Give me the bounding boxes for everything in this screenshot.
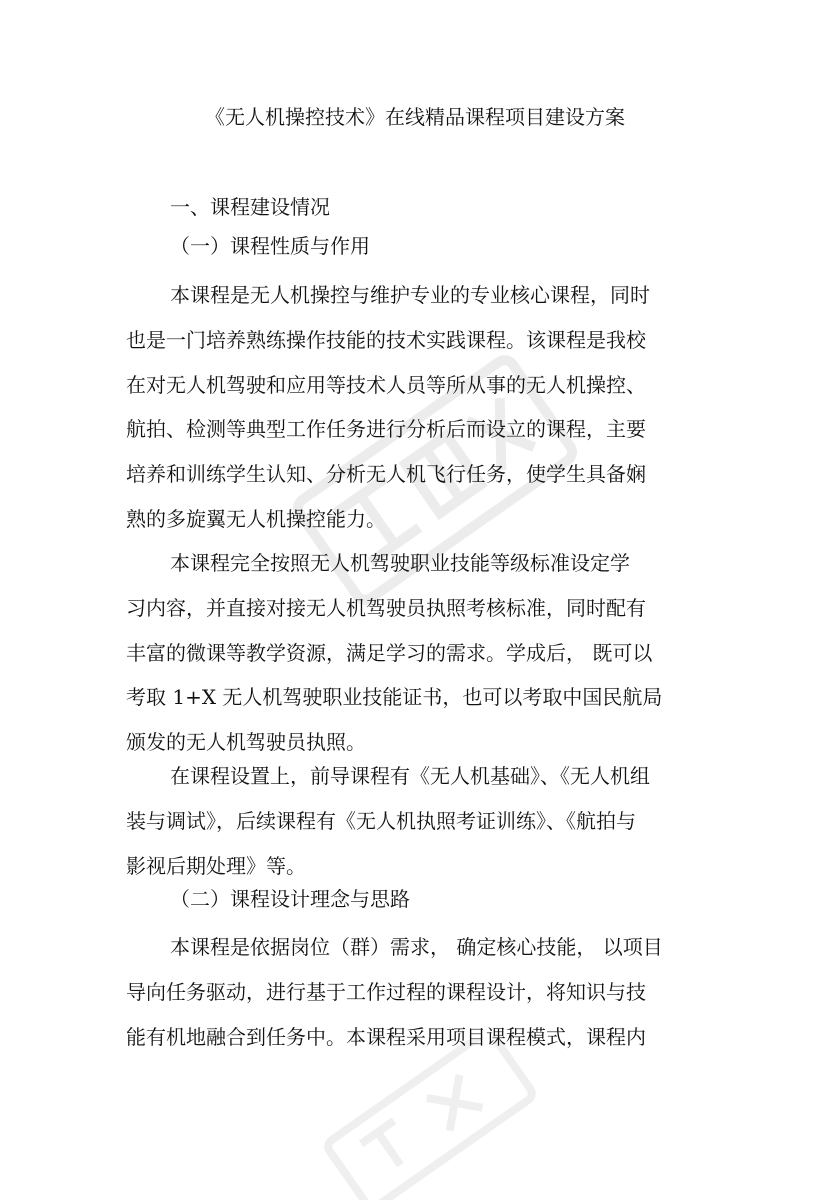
text-line: 颁发的无人机驾驶员执照。 — [126, 730, 366, 755]
text-line: 装与调试》，后续课程有《无人机执照考证训练》、《航拍与 — [126, 808, 636, 833]
watermark-logo-bottom — [300, 1040, 560, 1200]
text-line: 培养和训练学生认知、分析无人机飞行任务，使学生具备娴 — [126, 462, 646, 487]
text-line: 导向任务驱动，进行基于工作过程的课程设计，将知识与技 — [126, 979, 646, 1004]
text-line: 本课程是无人机操控与维护专业的专业核心课程，同时 — [170, 283, 650, 307]
text-line: 航拍、检测等典型工作任务进行分析后而设立的课程，主要 — [126, 417, 646, 442]
text-line: 本课程是依据岗位（群）需求， 确定核心技能， 以项目 — [170, 935, 663, 959]
paragraph-course-standards — [126, 541, 716, 765]
text-line: 影视后期处理》等。 — [126, 853, 306, 878]
text-line: 丰富的微课等教学资源，满足学习的需求。学成后， 既可以 — [126, 640, 653, 665]
text-line: 习内容，并直接对接无人机驾驶员执照考核标准，同时配有 — [126, 595, 646, 620]
subsection-heading-2: （二）课程设计理念与思路 — [170, 887, 410, 911]
text-line: 本课程完全按照无人机驾驶职业技能等级标准设定学 — [170, 551, 630, 575]
text-line: 考取 1+X 无人机驾驶职业技能证书，也可以考取中国民航局 — [126, 685, 663, 710]
text-line: 能有机地融合到任务中。本课程采用项目课程模式，课程内 — [126, 1024, 646, 1049]
text-line: 也是一门培养熟练操作技能的技术实践课程。该课程是我校 — [126, 327, 646, 352]
paragraph-design-concept — [126, 925, 716, 1059]
text-line: 在对无人机驾驶和应用等技术人员等所从事的无人机操控、 — [126, 372, 646, 397]
document-title: 《无人机操控技术》在线精品课程项目建设方案 — [205, 105, 625, 129]
section-heading-1: 一、课程建设情况 — [170, 195, 330, 219]
paragraph-course-sequence — [126, 754, 716, 888]
text-line: 在课程设置上，前导课程有《无人机基础》、《无人机组 — [170, 764, 650, 788]
paragraph-course-nature — [126, 273, 716, 542]
subsection-heading-1: （一）课程性质与作用 — [170, 234, 370, 258]
text-line: 熟的多旋翼无人机操控能力。 — [126, 506, 386, 531]
